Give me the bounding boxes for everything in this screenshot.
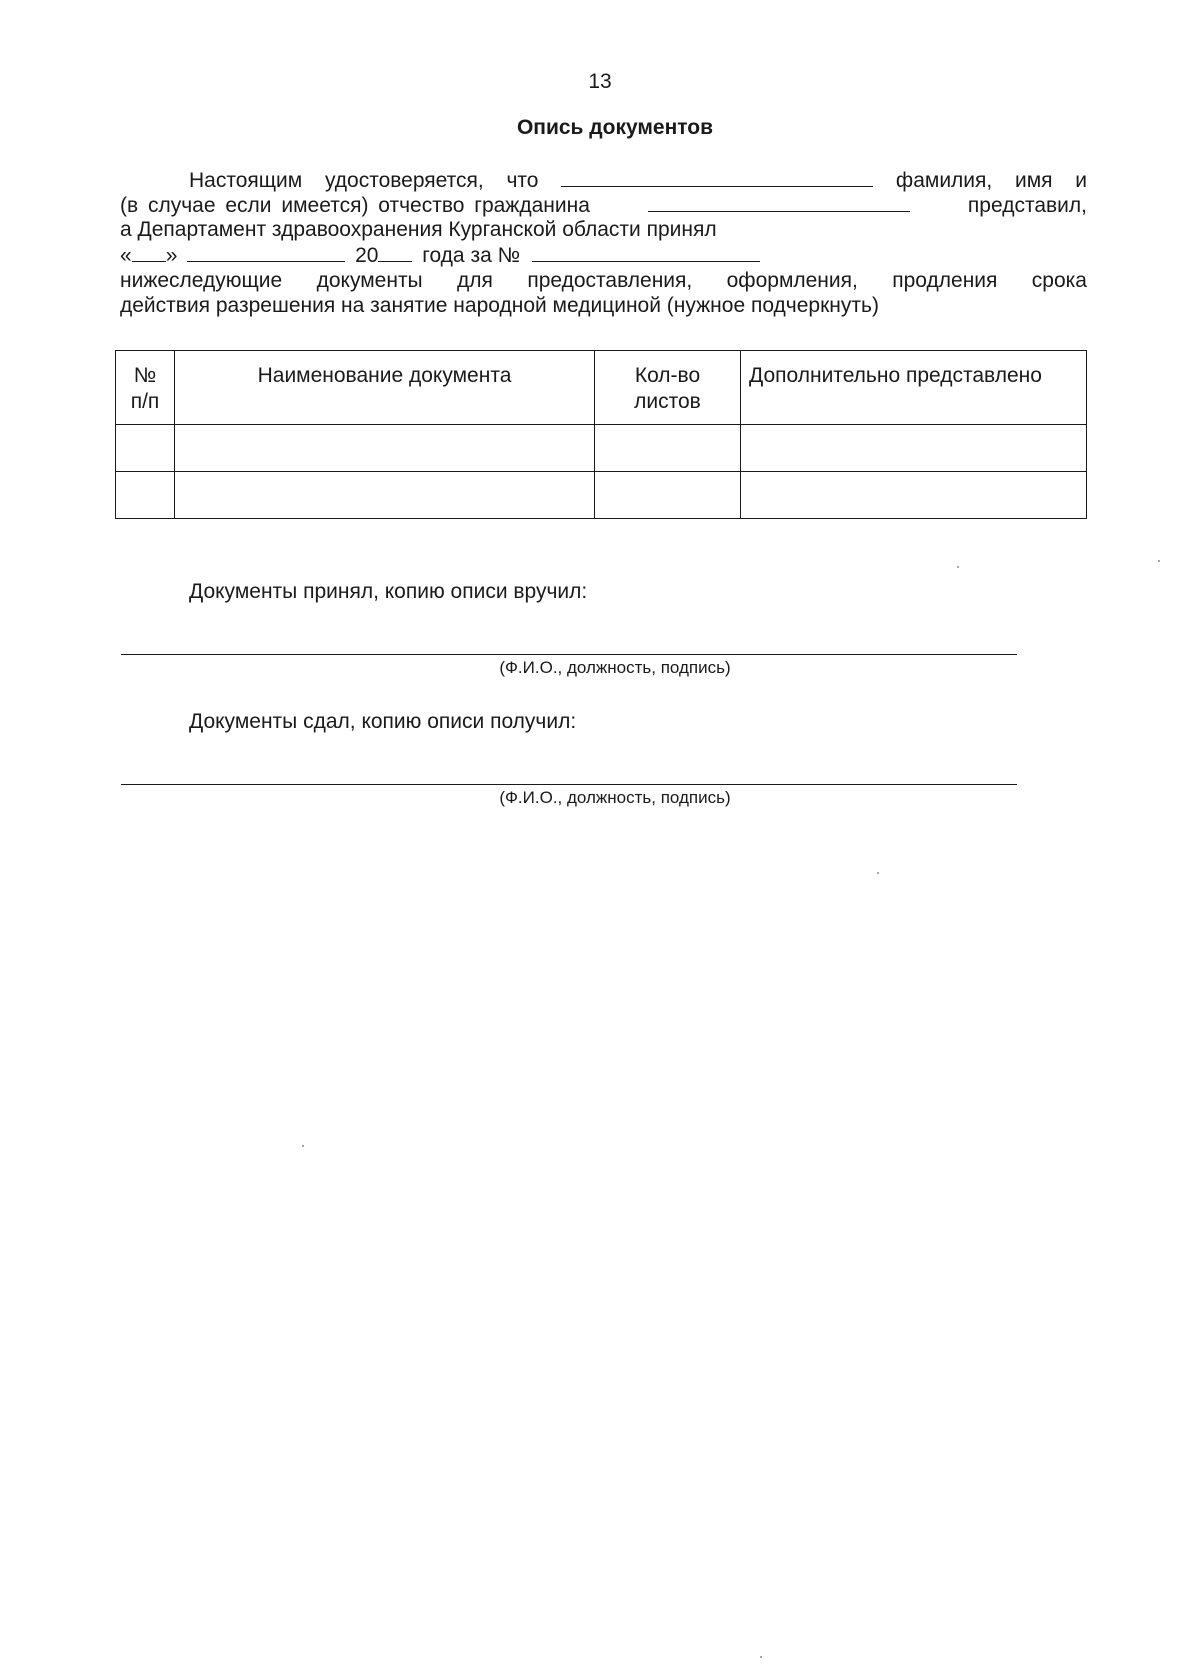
intro-word: предоставления, — [527, 269, 693, 292]
scan-speck — [877, 872, 879, 874]
header-sheet-count — [595, 351, 741, 425]
month-blank[interactable] — [187, 243, 345, 262]
submitted-signature-line[interactable] — [121, 784, 1017, 785]
scan-speck — [957, 566, 959, 568]
year-prefix: 20 — [355, 244, 379, 267]
cell-number[interactable] — [116, 472, 175, 519]
intro-line-6: действия разрешения на занятие народной медициной (нужное подчеркнуть) — [120, 294, 879, 317]
header-sheet-count-line2: листов — [634, 390, 701, 413]
intro-word: оформления, — [726, 269, 858, 292]
documents-table — [115, 350, 1087, 519]
accepted-signature-line[interactable] — [121, 654, 1017, 655]
day-blank[interactable] — [132, 243, 166, 262]
close-quote: » — [165, 244, 178, 267]
submitted-label: Документы сдал, копию описи получил: — [189, 710, 577, 733]
intro-line-1 — [189, 168, 1087, 193]
citizen-id-blank[interactable] — [561, 168, 873, 187]
open-quote: « — [120, 244, 132, 267]
intro-word: документы — [316, 269, 423, 292]
header-document-name-text: Наименование документа — [257, 364, 512, 387]
header-number — [116, 351, 175, 425]
header-document-name — [175, 351, 595, 425]
intro-line-3: а Департамент здравоохранения Курганской области принял — [120, 218, 717, 241]
cell-sheet-count[interactable] — [595, 425, 741, 472]
number-label: года за № — [422, 244, 521, 267]
cell-document-name[interactable] — [175, 472, 595, 519]
number-blank[interactable] — [532, 243, 760, 262]
table-header-row — [116, 351, 1087, 425]
intro-word: для — [457, 269, 493, 292]
cell-document-name[interactable] — [175, 425, 595, 472]
intro-line-4 — [120, 243, 760, 268]
intro-word: и — [1075, 169, 1087, 192]
year-blank[interactable] — [378, 243, 412, 262]
cell-sheet-count[interactable] — [595, 472, 741, 519]
intro-word: представил, — [967, 194, 1087, 217]
intro-word: продления — [892, 269, 998, 292]
cell-additional[interactable] — [741, 425, 1087, 472]
intro-word: фамилия, — [895, 169, 993, 192]
table-row — [116, 425, 1087, 472]
citizen-name-blank[interactable] — [648, 193, 910, 212]
intro-word: нижеследующие — [120, 269, 283, 292]
intro-line-2 — [120, 193, 1087, 218]
header-number-line2: п/п — [130, 390, 160, 413]
table-row — [116, 472, 1087, 519]
intro-text: (в случае если имеется) отчество гражданина — [120, 194, 590, 217]
accepted-caption: (Ф.И.О., должность, подпись) — [499, 658, 731, 677]
intro-word: имя — [1014, 169, 1053, 192]
header-sheet-count-line1: Кол-во — [634, 364, 701, 387]
scan-speck — [760, 1656, 762, 1658]
accepted-label: Документы принял, копию описи вручил: — [189, 580, 588, 603]
cell-additional[interactable] — [741, 472, 1087, 519]
intro-word: Настоящим — [189, 169, 303, 192]
header-additional — [741, 351, 1087, 425]
page-number: 13 — [588, 70, 612, 93]
scan-speck — [1158, 560, 1160, 562]
intro-word: что — [506, 169, 539, 192]
scan-speck — [302, 1145, 304, 1147]
cell-number[interactable] — [116, 425, 175, 472]
document-title: Опись документов — [516, 116, 714, 139]
intro-word: срока — [1031, 269, 1087, 292]
header-number-line1: № — [133, 364, 157, 387]
submitted-caption: (Ф.И.О., должность, подпись) — [499, 788, 731, 807]
header-additional-text: Дополнительно представлено — [749, 364, 1042, 387]
intro-line-5 — [120, 269, 1087, 293]
intro-word: удостоверяется, — [324, 169, 484, 192]
